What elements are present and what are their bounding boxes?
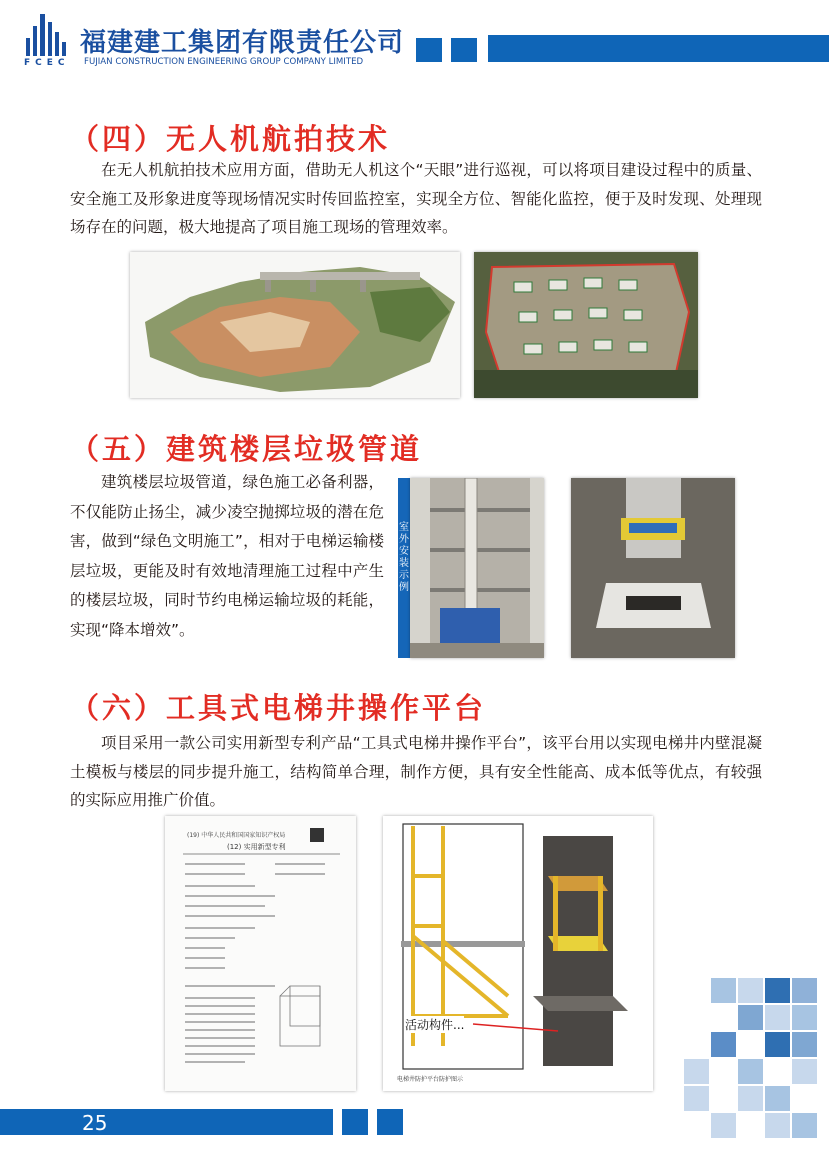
section-title-drone: （四）无人机航拍技术	[70, 122, 391, 156]
photo-label: 室外安装示例	[398, 478, 410, 658]
garbage-chute-outdoor-image	[410, 478, 544, 658]
section-body-garbage-chute: 建筑楼层垃圾管道，绿色施工必备利器，不仅能防止扬尘，减少凌空抛掷垃圾的潜在危害，做到“绿色文明施工”，相对于电梯运输楼层垃圾，更能及时有效地清理施工过程中产生的楼层垃圾，同时节约电梯运输垃圾的耗能，实现“降本增效”。	[70, 473, 384, 639]
company-abbr: FCEC	[24, 58, 70, 68]
diagram-caption: 电梯井防护平台防护图示	[397, 1076, 464, 1083]
elevator-platform-diagram-image	[383, 816, 653, 1091]
footer-block	[377, 1109, 403, 1135]
drone-site-plan-image	[474, 252, 698, 398]
diagram-label: 活动构件...	[405, 1018, 465, 1032]
patent-header: (19) 中华人民共和国国家知识产权局	[187, 832, 286, 839]
header-block	[416, 38, 442, 62]
footer-block	[342, 1109, 368, 1135]
patent-certificate-image	[165, 816, 356, 1091]
company-logo-icon	[22, 12, 70, 56]
drone-3d-model-image	[130, 252, 460, 398]
header-block	[451, 38, 477, 62]
section-title-garbage-chute: （五）建筑楼层垃圾管道	[70, 432, 423, 466]
company-name-en: FUJIAN CONSTRUCTION ENGINEERING GROUP COMPANY LIMITED	[84, 57, 364, 67]
section-title-elevator-platform: （六）工具式电梯井操作平台	[70, 691, 487, 725]
page-number: 25	[82, 1111, 108, 1135]
patent-type: (12) 实用新型专利	[227, 843, 286, 851]
company-name-cn: 福建建工集团有限责任公司	[80, 28, 405, 58]
section-body-elevator-platform: 项目采用一款公司实用新型专利产品“工具式电梯井操作平台”，该平台用以实现电梯井内壁混凝土模板与楼层的同步提升施工，结构简单合理，制作方便，具有安全性能高、成本低等优点，有较强的实际应用推广价值。	[70, 734, 762, 809]
header-bar	[488, 35, 829, 62]
footer-bar	[0, 1109, 333, 1135]
garbage-chute-indoor-image	[571, 478, 735, 658]
section-body-drone: 在无人机航拍技术应用方面，借助无人机这个“天眼”进行巡视，可以将项目建设过程中的质量、安全施工及形象进度等现场情况实时传回监控室，实现全方位、智能化监控，便于及时发现、处理现场存在的问题，极大地提高了项目施工现场的管理效率。	[70, 161, 762, 236]
